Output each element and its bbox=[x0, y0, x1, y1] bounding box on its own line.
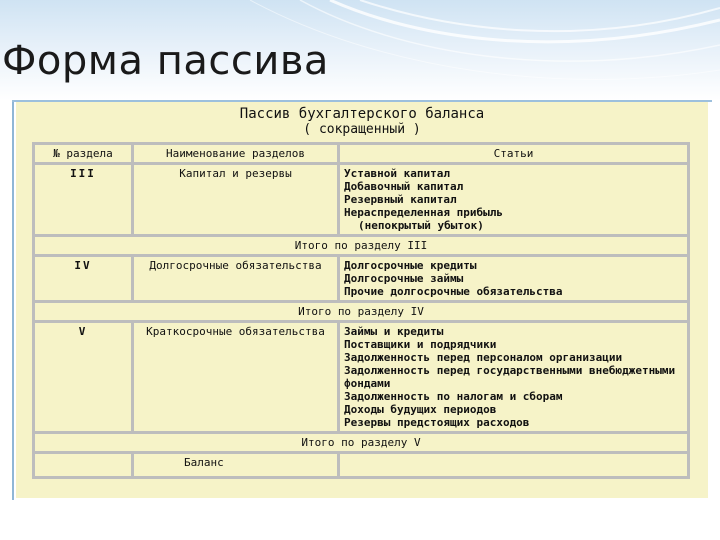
list-item: Поставщики и подрядчики bbox=[344, 338, 497, 351]
list-item: Уставной капитал bbox=[344, 167, 450, 180]
subtotal-label: Итого по разделу V bbox=[34, 433, 689, 453]
subtotal-row bbox=[34, 302, 689, 322]
header-section-no: № раздела bbox=[34, 144, 133, 164]
list-item: Резервный капитал bbox=[344, 193, 457, 206]
subtotal-label: Итого по разделу III bbox=[34, 236, 689, 256]
section-name: Долгосрочные обязательства bbox=[133, 256, 339, 302]
total-label: Баланс bbox=[133, 453, 339, 478]
total-value-cell bbox=[339, 453, 689, 478]
document-subtitle: ( сокращенный ) bbox=[303, 122, 421, 137]
section-name: Капитал и резервы bbox=[133, 164, 339, 236]
table-row bbox=[34, 256, 689, 302]
balance-document bbox=[16, 102, 708, 498]
header-section-name: Наименование разделов bbox=[133, 144, 339, 164]
list-item: Задолженность перед государственными внебюджетными фондами bbox=[344, 364, 676, 390]
list-item: Задолженность перед персоналом организации bbox=[344, 351, 623, 364]
table-header-row bbox=[34, 144, 689, 164]
table-row bbox=[34, 322, 689, 433]
section-number: V bbox=[34, 322, 133, 433]
list-item: Резервы предстоящих расходов bbox=[344, 416, 530, 429]
list-item: Долгосрочные займы bbox=[344, 272, 464, 285]
table-row bbox=[34, 164, 689, 236]
list-item: Нераспределенная прибыль bbox=[344, 206, 503, 219]
section-items bbox=[339, 164, 689, 236]
subtotal-row bbox=[34, 236, 689, 256]
frame-line-left bbox=[12, 102, 14, 500]
subtotal-row bbox=[34, 433, 689, 453]
list-item: Займы и кредиты bbox=[344, 325, 444, 338]
section-items bbox=[339, 322, 689, 433]
document-title: Пассив бухгалтерского баланса bbox=[239, 106, 485, 122]
list-item: Задолженность по налогам и сборам bbox=[344, 390, 563, 403]
header-items: Статьи bbox=[339, 144, 689, 164]
section-items bbox=[339, 256, 689, 302]
subtotal-label: Итого по разделу IV bbox=[34, 302, 689, 322]
total-empty-cell bbox=[34, 453, 133, 478]
total-row bbox=[34, 453, 689, 478]
list-item: (непокрытый убыток) bbox=[358, 219, 484, 232]
section-number: IV bbox=[34, 256, 133, 302]
section-number: III bbox=[34, 164, 133, 236]
list-item: Прочие долгосрочные обязательства bbox=[344, 285, 563, 298]
list-item: Добавочный капитал bbox=[344, 180, 464, 193]
list-item: Доходы будущих периодов bbox=[344, 403, 497, 416]
slide-title: Форма пассива bbox=[2, 38, 329, 84]
section-name: Краткосрочные обязательства bbox=[133, 322, 339, 433]
balance-table bbox=[32, 142, 690, 479]
list-item: Долгосрочные кредиты bbox=[344, 259, 477, 272]
